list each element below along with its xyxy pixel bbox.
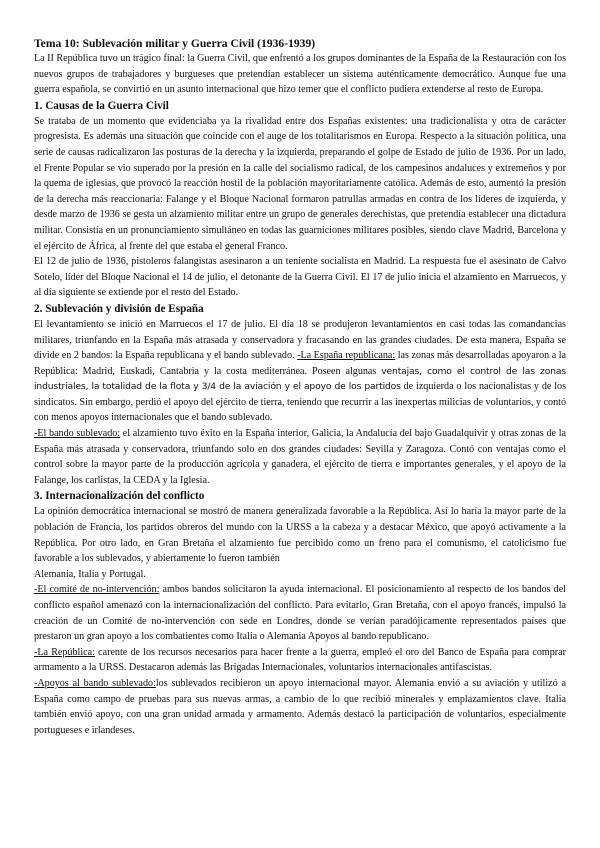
rebel-support-text: los sublevados recibieron un apoyo internacional mayor. Alemania envió a su aviación y utilizó a España como campo de pruebas para sus nuevas armas, a cambio de lo que recibió minerales y emplazamientos clave. Italia también envió apoyo, con una gran unidad armada y armamento. Además destacó la participación de voluntarios, especialmente portugueses e irlandeses. [34,677,566,736]
committee-label: -El comité de no-intervención: [34,584,160,596]
section-1-paragraph-2: El 12 de julio de 1936, pistoleros falangistas asesinaron a un teniente socialista en Madrid. La respuesta fue el asesinato de Calvo Sotelo, líder del Bloque Nacional el 14 de julio, el detonante de la Guerra Civil. El 17 de julio inicia el alzamiento en Marruecos, y al día siguiente se extiende por el resto del Estado. [34,256,566,299]
section-2-paragraph-1 [34,317,566,426]
section-2-sans-line: ventajas, como el control de las zonas industriales, la totalidad de la flota y 3/4 de la aviación y el apoyo de los partidos [34,365,566,393]
rebel-text: el alzamiento tuvo éxito en la España interior, Galicia, la Andalucía del bajo Guadalquivir y otras zonas de la España más atrasada y conservadora, triunfando solo en dos grandes ciudades: Sevilla y Zaragoza. Contó con ventajas como el control sobre la mayor parte de la producción agrícola y ganadera, el ejército de tierra e importantes generales, y el apoyo de la Falange, los carlistas, la CEDA y la Iglesia. [34,428,566,486]
section-1-paragraph-1: Se trataba de un momento que evidenciaba ya la rivalidad entre dos Españas existentes: una tradicionalista y otra de carácter progresista. Es además una situación que coincide con el auge de los totalitarismos en Europa. Respecto a la situación política, una serie de causas radicalizaron las posturas de la derecha y la izquierda, preparando el golpe de Estado de julio de 1936. Por un lado, el Frente Popular se vio superado por la presión en la calle del socialismo radical, de los campesinos andaluces y extremeños y por la quema de iglesias, que provocó la reacción hostil de la población mayoritariamente católica. Además de esto, aumentó la presión de la derecha más reaccionaria: Falange y el Bloque Nacional formaron patrullas armadas en contra de los líderes de izquierda, y desde marzo de 1936 se gesta un alzamiento militar entre un grupo de generales derechistas, que pretendía establecer una dictadura militar. Consistía en un pronunciamiento simultáneo en todas las guarniciones militares posibles, siendo clave Madrid, Barcelona y el ejército de África, al frente del que estaba el general Franco. [34,115,566,252]
document-title: Tema 10: Sublevación militar y Guerra Civil (1936-1939) [34,37,316,50]
intro-paragraph: La II República tuvo un trágico final: la Guerra Civil, que enfrentó a los grupos dominantes de la España de la Restauración con los nuevos grupos de trabajadores y burgueses que pretendían establecer un sistema auténticamente democrático. Aunque fue una guerra española, se convirtió en un asunto internacional que hizo temer que el conflicto pudiera extenderse al resto de Europa. [34,53,567,96]
committee-text: ambos bandos solicitaron la ayuda internacional. El posicionamiento al respecto de los bandos del conflicto español amenazó con la internacionalización del conflicto. Para evitarlo, Gran Bretaña, con el apoyo francés, impulsó la creación de un Comité de no-intervención con sede en Londres, donde se verían paradójicamente representados países que prestaron un gran apoyo a los combatientes como Italia o Alemania Apoyos al bando republicano. [34,584,566,643]
section-3-paragraph-1-tail: Alemania, Italia y Portugal. [34,568,146,580]
section-2-text-a: El levantamiento se inició en Marruecos el 17 de julio. El día 18 se produjeron levantamientos en casi todas las comandancias militares, triunfando en la España más atrasada y conservadora y fracasando en las grandes ciudades. De esta manera, España se divide en 2 bandos: la España republicana y el bando sublevado. [34,318,566,362]
rebel-support-label: -Apoyos al bando sublevado: [34,677,156,689]
section-2-text-c: de izquierda o los nacionalistas y de los sindicatos. Sin embargo, perdió el apoyo del ejército de tierra, teniendo que recurrir a las inexpertas milicias de voluntarios, y contó con menos apoyos internacionales que el bando sublevado. [34,381,566,424]
section-2-paragraph-2 [34,426,566,488]
section-3-paragraph-1: La opinión democrática internacional se mostró de manera generalizada favorable a la República. Así lo haría la mayor parte de la población de Francia, los partidos obreros del mundo con la URSS a la cabeza y a destacar México, que apoyó activamente a la República. Por otro lado, en Gran Bretaña el alzamiento fue percibido como un freno para el comunismo, el catolicismo fue favorable a los sublevados, y abiertamente lo fueron también [34,506,566,565]
section-3-paragraph-4 [34,676,566,738]
section-3-paragraph-2 [34,582,566,644]
section-2-heading: 2. Sublevación y división de España [34,302,204,315]
republican-label: -La España republicana: [297,350,396,362]
section-3-heading: 3. Internacionalización del conflicto [34,490,205,503]
republic-label: -La República: [34,646,95,658]
rebel-label: -El bando sublevado: [34,428,121,440]
section-1-heading: 1. Causas de la Guerra Civil [34,99,169,112]
republic-text: carente de los recursos necesarios para hacer frente a la guerra, empleó el oro del Banco de España para comprar armamento a la URSS. Destacaron además las Brigadas Internacionales, voluntarios internacionales antifascistas. [34,646,566,674]
section-2-text-b: las zonas más desarrolladas apoyaron a la República: Madrid, Euskadi, Cantabria y la costa mediterránea. Poseen algunas [34,350,567,377]
document-page [34,36,566,738]
section-3-paragraph-3 [34,645,566,676]
